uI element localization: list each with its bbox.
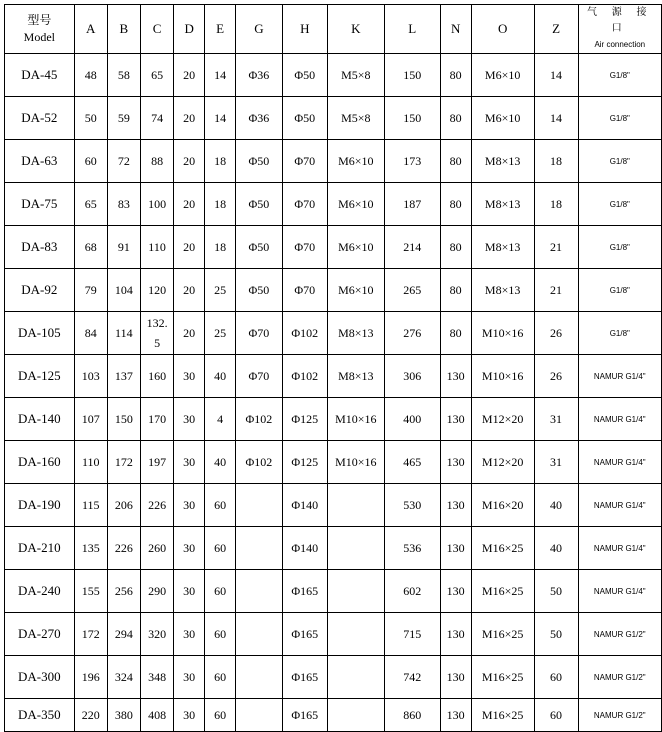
cell-g: Φ50 bbox=[236, 140, 283, 183]
cell-d: 30 bbox=[174, 613, 205, 656]
cell-b: 172 bbox=[107, 441, 140, 484]
air-connection-cell: NAMUR G1/4" bbox=[578, 527, 661, 570]
cell-b: 72 bbox=[107, 140, 140, 183]
cell-g bbox=[236, 699, 283, 732]
cell-l: 265 bbox=[384, 269, 440, 312]
cell-e: 40 bbox=[205, 355, 236, 398]
cell-h: Φ102 bbox=[282, 312, 327, 355]
cell-c: 170 bbox=[140, 398, 173, 441]
cell-l: 860 bbox=[384, 699, 440, 732]
cell-l: 536 bbox=[384, 527, 440, 570]
air-connection-cell: NAMUR G1/2" bbox=[578, 613, 661, 656]
table-row bbox=[5, 484, 662, 527]
cell-o: M16×25 bbox=[471, 570, 534, 613]
cell-c: 100 bbox=[140, 183, 173, 226]
actuator-dimension-table bbox=[4, 4, 662, 732]
cell-b: 104 bbox=[107, 269, 140, 312]
header-air-en: Air connection bbox=[594, 40, 646, 49]
cell-e: 18 bbox=[205, 140, 236, 183]
table-row bbox=[5, 269, 662, 312]
model-cell: DA-105 bbox=[5, 312, 75, 355]
table-row bbox=[5, 398, 662, 441]
cell-z: 60 bbox=[534, 656, 578, 699]
model-cell: DA-350 bbox=[5, 699, 75, 732]
model-cell: DA-63 bbox=[5, 140, 75, 183]
cell-l: 173 bbox=[384, 140, 440, 183]
cell-n: 80 bbox=[440, 269, 471, 312]
cell-l: 465 bbox=[384, 441, 440, 484]
cell-k bbox=[327, 570, 384, 613]
cell-z: 21 bbox=[534, 226, 578, 269]
cell-n: 130 bbox=[440, 527, 471, 570]
model-cell: DA-52 bbox=[5, 97, 75, 140]
cell-b: 91 bbox=[107, 226, 140, 269]
cell-k: M5×8 bbox=[327, 54, 384, 97]
cell-c: 290 bbox=[140, 570, 173, 613]
header-col-d: D bbox=[174, 5, 205, 54]
cell-a: 220 bbox=[74, 699, 107, 732]
model-cell: DA-190 bbox=[5, 484, 75, 527]
cell-z: 14 bbox=[534, 97, 578, 140]
cell-o: M12×20 bbox=[471, 398, 534, 441]
cell-n: 80 bbox=[440, 97, 471, 140]
cell-l: 715 bbox=[384, 613, 440, 656]
model-cell: DA-270 bbox=[5, 613, 75, 656]
cell-h: Φ70 bbox=[282, 269, 327, 312]
model-cell: DA-300 bbox=[5, 656, 75, 699]
cell-a: 50 bbox=[74, 97, 107, 140]
cell-b: 137 bbox=[107, 355, 140, 398]
cell-k: M6×10 bbox=[327, 269, 384, 312]
cell-g: Φ50 bbox=[236, 183, 283, 226]
cell-g: Φ102 bbox=[236, 441, 283, 484]
cell-b: 226 bbox=[107, 527, 140, 570]
cell-z: 21 bbox=[534, 269, 578, 312]
cell-l: 214 bbox=[384, 226, 440, 269]
table-row bbox=[5, 355, 662, 398]
cell-a: 84 bbox=[74, 312, 107, 355]
cell-n: 80 bbox=[440, 183, 471, 226]
cell-e: 60 bbox=[205, 699, 236, 732]
cell-z: 26 bbox=[534, 355, 578, 398]
cell-g: Φ36 bbox=[236, 54, 283, 97]
cell-o: M12×20 bbox=[471, 441, 534, 484]
cell-g: Φ70 bbox=[236, 355, 283, 398]
cell-d: 30 bbox=[174, 570, 205, 613]
cell-o: M16×25 bbox=[471, 656, 534, 699]
cell-h: Φ165 bbox=[282, 699, 327, 732]
cell-n: 80 bbox=[440, 226, 471, 269]
cell-c: 197 bbox=[140, 441, 173, 484]
cell-k bbox=[327, 699, 384, 732]
cell-n: 130 bbox=[440, 355, 471, 398]
cell-d: 30 bbox=[174, 527, 205, 570]
header-model-cell bbox=[5, 5, 75, 54]
air-connection-cell: G1/8" bbox=[578, 140, 661, 183]
cell-d: 20 bbox=[174, 312, 205, 355]
cell-k: M10×16 bbox=[327, 441, 384, 484]
cell-b: 256 bbox=[107, 570, 140, 613]
cell-c: 65 bbox=[140, 54, 173, 97]
cell-c: 348 bbox=[140, 656, 173, 699]
cell-d: 30 bbox=[174, 398, 205, 441]
cell-c: 408 bbox=[140, 699, 173, 732]
cell-n: 130 bbox=[440, 613, 471, 656]
table-row bbox=[5, 570, 662, 613]
cell-o: M8×13 bbox=[471, 269, 534, 312]
header-air-cn: 气 源 接 口 bbox=[587, 7, 653, 34]
air-connection-cell: NAMUR G1/4" bbox=[578, 355, 661, 398]
cell-d: 20 bbox=[174, 97, 205, 140]
cell-c: 320 bbox=[140, 613, 173, 656]
cell-z: 40 bbox=[534, 484, 578, 527]
cell-b: 380 bbox=[107, 699, 140, 732]
cell-c bbox=[140, 312, 173, 355]
model-cell: DA-92 bbox=[5, 269, 75, 312]
cell-z: 18 bbox=[534, 140, 578, 183]
header-model-cn: 型号 bbox=[27, 13, 52, 27]
cell-h: Φ50 bbox=[282, 97, 327, 140]
cell-a: 68 bbox=[74, 226, 107, 269]
cell-n: 80 bbox=[440, 312, 471, 355]
table-row bbox=[5, 613, 662, 656]
air-connection-cell: NAMUR G1/2" bbox=[578, 656, 661, 699]
cell-a: 196 bbox=[74, 656, 107, 699]
cell-a: 115 bbox=[74, 484, 107, 527]
air-connection-cell: NAMUR G1/2" bbox=[578, 699, 661, 732]
cell-e: 4 bbox=[205, 398, 236, 441]
cell-c: 110 bbox=[140, 226, 173, 269]
cell-d: 30 bbox=[174, 484, 205, 527]
cell-h: Φ102 bbox=[282, 355, 327, 398]
cell-z: 14 bbox=[534, 54, 578, 97]
cell-z: 50 bbox=[534, 570, 578, 613]
cell-l: 400 bbox=[384, 398, 440, 441]
cell-z: 26 bbox=[534, 312, 578, 355]
cell-b: 58 bbox=[107, 54, 140, 97]
header-col-b: B bbox=[107, 5, 140, 54]
cell-z: 18 bbox=[534, 183, 578, 226]
cell-z: 31 bbox=[534, 441, 578, 484]
cell-b: 59 bbox=[107, 97, 140, 140]
cell-l: 742 bbox=[384, 656, 440, 699]
cell-a: 172 bbox=[74, 613, 107, 656]
cell-e: 40 bbox=[205, 441, 236, 484]
air-connection-cell: G1/8" bbox=[578, 312, 661, 355]
header-col-e: E bbox=[205, 5, 236, 54]
table-row bbox=[5, 97, 662, 140]
cell-e: 18 bbox=[205, 226, 236, 269]
cell-l: 530 bbox=[384, 484, 440, 527]
cell-k: M8×13 bbox=[327, 355, 384, 398]
cell-g: Φ70 bbox=[236, 312, 283, 355]
cell-d: 30 bbox=[174, 441, 205, 484]
cell-l: 150 bbox=[384, 97, 440, 140]
cell-g: Φ102 bbox=[236, 398, 283, 441]
cell-o: M6×10 bbox=[471, 54, 534, 97]
cell-a: 48 bbox=[74, 54, 107, 97]
cell-b: 150 bbox=[107, 398, 140, 441]
model-cell: DA-160 bbox=[5, 441, 75, 484]
cell-d: 30 bbox=[174, 699, 205, 732]
cell-h: Φ125 bbox=[282, 398, 327, 441]
cell-a: 79 bbox=[74, 269, 107, 312]
header-model-en: Model bbox=[23, 30, 55, 44]
cell-b: 206 bbox=[107, 484, 140, 527]
cell-a: 65 bbox=[74, 183, 107, 226]
model-cell: DA-45 bbox=[5, 54, 75, 97]
cell-o: M16×25 bbox=[471, 613, 534, 656]
cell-g bbox=[236, 570, 283, 613]
table-row bbox=[5, 312, 662, 355]
table-row bbox=[5, 441, 662, 484]
cell-h: Φ70 bbox=[282, 140, 327, 183]
cell-c: 160 bbox=[140, 355, 173, 398]
cell-h: Φ165 bbox=[282, 613, 327, 656]
cell-c: 120 bbox=[140, 269, 173, 312]
model-cell: DA-140 bbox=[5, 398, 75, 441]
cell-d: 20 bbox=[174, 183, 205, 226]
cell-c: 260 bbox=[140, 527, 173, 570]
header-col-g: G bbox=[236, 5, 283, 54]
cell-c: 74 bbox=[140, 97, 173, 140]
header-row bbox=[5, 5, 662, 54]
header-col-l: L bbox=[384, 5, 440, 54]
table-row bbox=[5, 226, 662, 269]
cell-e: 60 bbox=[205, 570, 236, 613]
header-col-n: N bbox=[440, 5, 471, 54]
cell-a: 135 bbox=[74, 527, 107, 570]
cell-c-wrapped: 132.5 bbox=[146, 316, 168, 350]
cell-h: Φ140 bbox=[282, 484, 327, 527]
cell-n: 130 bbox=[440, 441, 471, 484]
cell-o: M8×13 bbox=[471, 140, 534, 183]
cell-a: 103 bbox=[74, 355, 107, 398]
cell-o: M8×13 bbox=[471, 183, 534, 226]
table-row bbox=[5, 656, 662, 699]
cell-l: 276 bbox=[384, 312, 440, 355]
air-connection-cell: G1/8" bbox=[578, 269, 661, 312]
cell-k bbox=[327, 527, 384, 570]
cell-n: 130 bbox=[440, 570, 471, 613]
cell-o: M6×10 bbox=[471, 97, 534, 140]
cell-d: 20 bbox=[174, 269, 205, 312]
air-connection-cell: G1/8" bbox=[578, 183, 661, 226]
cell-e: 18 bbox=[205, 183, 236, 226]
cell-n: 130 bbox=[440, 484, 471, 527]
cell-g bbox=[236, 656, 283, 699]
table-row bbox=[5, 183, 662, 226]
table-body bbox=[5, 54, 662, 732]
cell-z: 50 bbox=[534, 613, 578, 656]
cell-b: 114 bbox=[107, 312, 140, 355]
air-connection-cell: NAMUR G1/4" bbox=[578, 570, 661, 613]
cell-e: 25 bbox=[205, 269, 236, 312]
header-col-a: A bbox=[74, 5, 107, 54]
cell-z: 40 bbox=[534, 527, 578, 570]
air-connection-cell: NAMUR G1/4" bbox=[578, 398, 661, 441]
air-connection-cell: G1/8" bbox=[578, 226, 661, 269]
header-col-h: H bbox=[282, 5, 327, 54]
cell-b: 324 bbox=[107, 656, 140, 699]
cell-k: M6×10 bbox=[327, 226, 384, 269]
header-air-connection bbox=[578, 5, 661, 54]
cell-o: M10×16 bbox=[471, 355, 534, 398]
cell-a: 60 bbox=[74, 140, 107, 183]
cell-l: 306 bbox=[384, 355, 440, 398]
cell-d: 30 bbox=[174, 656, 205, 699]
cell-d: 20 bbox=[174, 54, 205, 97]
cell-a: 110 bbox=[74, 441, 107, 484]
cell-a: 155 bbox=[74, 570, 107, 613]
header-col-z: Z bbox=[534, 5, 578, 54]
air-connection-cell: NAMUR G1/4" bbox=[578, 441, 661, 484]
cell-n: 130 bbox=[440, 398, 471, 441]
table-row bbox=[5, 699, 662, 732]
cell-o: M10×16 bbox=[471, 312, 534, 355]
air-connection-cell: NAMUR G1/4" bbox=[578, 484, 661, 527]
table-row bbox=[5, 527, 662, 570]
cell-e: 60 bbox=[205, 484, 236, 527]
cell-e: 25 bbox=[205, 312, 236, 355]
cell-k bbox=[327, 484, 384, 527]
model-cell: DA-83 bbox=[5, 226, 75, 269]
cell-g: Φ50 bbox=[236, 269, 283, 312]
table-row bbox=[5, 140, 662, 183]
model-cell: DA-240 bbox=[5, 570, 75, 613]
cell-o: M16×20 bbox=[471, 484, 534, 527]
cell-k: M10×16 bbox=[327, 398, 384, 441]
air-connection-cell: G1/8" bbox=[578, 54, 661, 97]
cell-o: M16×25 bbox=[471, 527, 534, 570]
cell-h: Φ70 bbox=[282, 183, 327, 226]
cell-k bbox=[327, 613, 384, 656]
cell-o: M16×25 bbox=[471, 699, 534, 732]
cell-e: 60 bbox=[205, 613, 236, 656]
cell-c: 226 bbox=[140, 484, 173, 527]
cell-d: 20 bbox=[174, 140, 205, 183]
header-col-o: O bbox=[471, 5, 534, 54]
cell-l: 602 bbox=[384, 570, 440, 613]
cell-d: 20 bbox=[174, 226, 205, 269]
cell-l: 187 bbox=[384, 183, 440, 226]
cell-g: Φ50 bbox=[236, 226, 283, 269]
cell-h: Φ165 bbox=[282, 656, 327, 699]
cell-h: Φ125 bbox=[282, 441, 327, 484]
cell-g: Φ36 bbox=[236, 97, 283, 140]
cell-e: 14 bbox=[205, 54, 236, 97]
table-row bbox=[5, 54, 662, 97]
cell-z: 60 bbox=[534, 699, 578, 732]
cell-e: 14 bbox=[205, 97, 236, 140]
cell-z: 31 bbox=[534, 398, 578, 441]
cell-k: M5×8 bbox=[327, 97, 384, 140]
cell-g bbox=[236, 613, 283, 656]
spec-table-container bbox=[4, 4, 662, 732]
model-cell: DA-75 bbox=[5, 183, 75, 226]
cell-c: 88 bbox=[140, 140, 173, 183]
cell-h: Φ165 bbox=[282, 570, 327, 613]
cell-n: 130 bbox=[440, 656, 471, 699]
cell-g bbox=[236, 484, 283, 527]
cell-b: 294 bbox=[107, 613, 140, 656]
cell-e: 60 bbox=[205, 656, 236, 699]
air-connection-cell: G1/8" bbox=[578, 97, 661, 140]
cell-n: 80 bbox=[440, 140, 471, 183]
cell-o: M8×13 bbox=[471, 226, 534, 269]
cell-e: 60 bbox=[205, 527, 236, 570]
cell-k: M6×10 bbox=[327, 140, 384, 183]
cell-b: 83 bbox=[107, 183, 140, 226]
model-cell: DA-210 bbox=[5, 527, 75, 570]
cell-a: 107 bbox=[74, 398, 107, 441]
cell-k: M6×10 bbox=[327, 183, 384, 226]
cell-n: 130 bbox=[440, 699, 471, 732]
cell-l: 150 bbox=[384, 54, 440, 97]
cell-n: 80 bbox=[440, 54, 471, 97]
cell-h: Φ70 bbox=[282, 226, 327, 269]
cell-k bbox=[327, 656, 384, 699]
cell-d: 30 bbox=[174, 355, 205, 398]
cell-k: M8×13 bbox=[327, 312, 384, 355]
cell-h: Φ50 bbox=[282, 54, 327, 97]
cell-g bbox=[236, 527, 283, 570]
model-cell: DA-125 bbox=[5, 355, 75, 398]
header-col-k: K bbox=[327, 5, 384, 54]
header-col-c: C bbox=[140, 5, 173, 54]
cell-h: Φ140 bbox=[282, 527, 327, 570]
